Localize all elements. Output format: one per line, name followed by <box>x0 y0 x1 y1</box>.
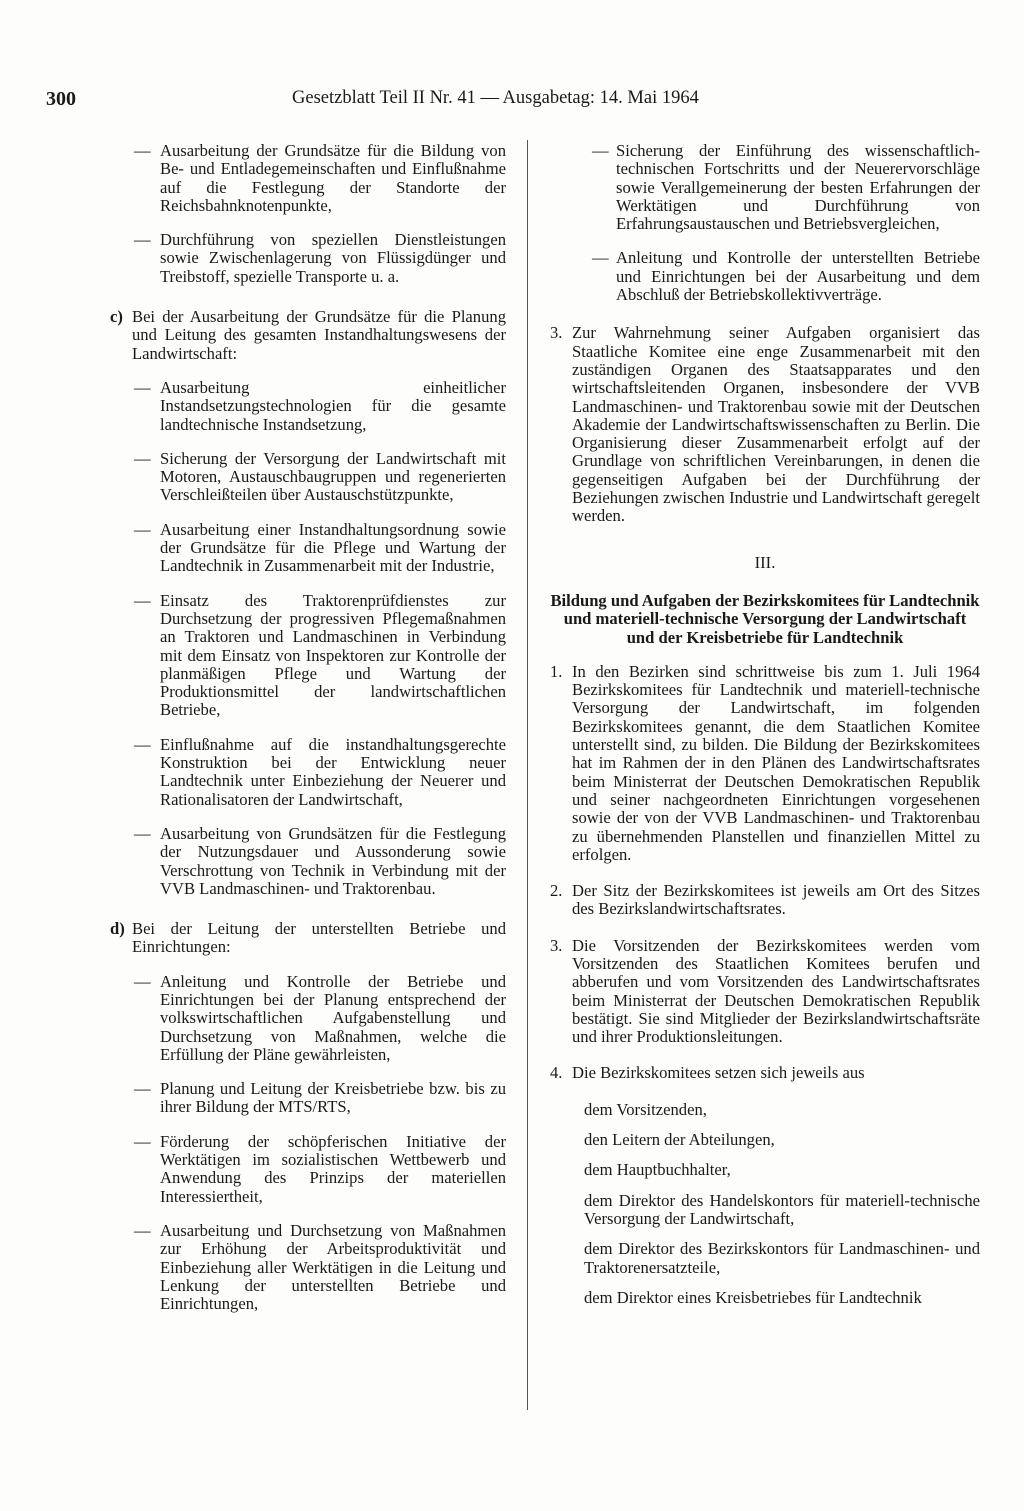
numbered-paragraph <box>550 882 980 919</box>
section-text: Bei der Ausarbeitung der Grundsätze für die Planung und Leitung des gesamten Instandhaltungswesens der Landwirtschaft: <box>132 307 506 363</box>
left-column <box>110 142 506 1329</box>
paragraph-text: Die Vorsitzenden der Bezirkskomitees werden vom Vorsitzenden des Staatlichen Komitees berufen und abberufen und vom Vorsitzenden des Landwirtschaftsrates beim Ministerrat der Deutschen Demokratischen Republik bestätigt. Sie sind Mitglieder der Bezirkslandwirtschaftsräte und ihrer Produktionsleitungen. <box>572 935 980 1047</box>
paragraph-text: Der Sitz der Bezirkskomitees ist jeweils am Ort des Sitzes des Bezirkslandwirtschaftsrates. <box>572 881 980 919</box>
section-d-list <box>132 973 506 1314</box>
paragraph-text: Die Bezirkskomitees setzen sich jeweils aus <box>572 1063 865 1083</box>
dash-marker: — <box>134 590 151 610</box>
member-item: dem Direktor eines Kreisbetriebes für Landtechnik <box>584 1287 922 1307</box>
paragraph-number: 4. <box>550 1063 563 1083</box>
list-item: — Sicherung der Versorgung der Landwirtschaft mit Motoren, Austauschbaugruppen und regenerierten Verschleißteilen über Austauschstützpunkte, <box>134 448 506 505</box>
dash-marker: — <box>592 248 609 268</box>
right-column <box>550 142 980 1319</box>
list-item: — Durchführung von speziellen Dienstleistungen sowie Zwischenlagerung von Flüssigdünger und Treibstoff, spezielle Transporte u. a. <box>134 230 506 286</box>
list-item: — Anleitung und Kontrolle der Betriebe und Einrichtungen bei der Planung entsprechend der volkswirtschaftlichen Aufgabenstellung und Durchsetzung von Maßnahmen, welche die Erfüllung der Pläne gewährleisten, <box>134 971 506 1064</box>
list-item: — Ausarbeitung einer Instandhaltungsordnung sowie der Grundsätze für die Pflege und Wartung der Landtechnik in Zusammenarbeit mit der Industrie, <box>134 519 506 576</box>
numbered-paragraph <box>550 937 980 1047</box>
member-item: den Leitern der Abteilungen, <box>584 1130 775 1150</box>
running-title: Gesetzblatt Teil II Nr. 41 — Ausgabetag: 14. Mai 1964 <box>292 88 699 108</box>
member-list <box>550 1101 980 1307</box>
list-item: — Einsatz des Traktorenprüfdienstes zur Durchsetzung der progressiven Pflegemaßnahmen an Traktoren und Landmaschinen in Verbindung mit dem Einsatz von Inspektoren zur Kontrolle der planmäßigen Pflege und Wartung der Produktionsmittel der landwirtschaftlichen Betriebe, <box>134 590 506 720</box>
section-c-list <box>132 379 506 898</box>
dash-marker: — <box>134 734 151 754</box>
dash-marker: — <box>134 230 151 250</box>
paragraph-number: 2. <box>550 881 563 901</box>
dash-marker: — <box>592 141 609 160</box>
numbered-paragraph <box>550 663 980 864</box>
section-text: Bei der Leitung der unterstellten Betriebe und Einrichtungen: <box>132 919 506 957</box>
member-item: dem Direktor des Bezirkskontors für Landmaschinen- und Traktorenersatzteile, <box>584 1239 980 1277</box>
list-item: — Planung und Leitung der Kreisbetriebe bzw. bis zu ihrer Bildung der MTS/RTS, <box>134 1079 506 1117</box>
dash-marker: — <box>134 971 151 991</box>
dash-marker: — <box>134 1220 151 1240</box>
list-item: — Ausarbeitung und Durchsetzung von Maßnahmen zur Erhöhung der Arbeitsproduktivität und Einbeziehung aller Werktätigen in die Leitung und Lenkung der unterstellten Betriebe und Einrichtungen, <box>134 1220 506 1314</box>
numbered-paragraph <box>550 324 980 525</box>
continued-list <box>550 142 980 304</box>
paragraph-number: 3. <box>550 935 563 955</box>
numbered-paragraph <box>550 1064 980 1082</box>
dash-marker: — <box>134 141 151 160</box>
page-number: 300 <box>46 88 76 110</box>
list-item: — Einflußnahme auf die instandhaltungsgerechte Konstruktion bei der Entwicklung neuer Landtechnik unter Einbeziehung der Neuerer und Rationalisatoren der Landwirtschaft, <box>134 734 506 809</box>
dash-marker: — <box>134 1079 151 1099</box>
list-item: — Ausarbeitung einheitlicher Instandsetzungstechnologien für die gesamte landtechnische Instandsetzung, <box>134 377 506 434</box>
section-d <box>110 920 506 1313</box>
list-item: — Ausarbeitung von Grundsätzen für die Festlegung der Nutzungsdauer und Aussonderung sowie Verschrottung von Technik in Verbindung mit der VVB Landmaschinen- und Traktorenbau. <box>134 823 506 898</box>
section-c <box>110 308 506 898</box>
section-number: III. <box>754 552 776 572</box>
page-header <box>0 88 1024 116</box>
list-item: — Anleitung und Kontrolle der unterstellten Betriebe und Einrichtungen bei der Ausarbeitung und dem Abschluß der Betriebskollektivverträge. <box>592 248 980 305</box>
column-divider <box>527 140 528 1410</box>
member-item: dem Direktor des Handelskontors für materiell-technische Versorgung der Landwirtschaft, <box>584 1190 980 1228</box>
dash-marker: — <box>134 519 151 539</box>
dash-marker: — <box>134 1131 151 1151</box>
list-item: — Ausarbeitung der Grundsätze für die Bildung von Be- und Entladegemeinschaften und Einflußnahme auf die Festlegung der Standorte der Reichsbahnknotenpunkte, <box>134 141 506 215</box>
paragraph-text: Zur Wahrnehmung seiner Aufgaben organisiert das Staatliche Komitee eine enge Zusammenarbeit mit den zuständigen Organen des Staatsapparates und den wirtschaftsleitenden Organen, insbesondere der VVB Landmaschinen- und Traktorenbau sowie mit der Deutschen Akademie der Landwirtschaftswissenschaften zu Berlin. Die Organisierung dieser Zusammenarbeit erfolgt auf der Grundlage von schriftlichen Vereinbarungen, in denen die gegenseitigen Aufgaben bei der Durchführung der Beziehungen zwischen Industrie und Landwirtschaft geregelt werden. <box>572 323 980 526</box>
list-item: — Sicherung der Einführung des wissenschaftlich-technischen Fortschritts und der Neuerervorschläge sowie Verallgemeinerung der besten Erfahrungen der Werktätigen und Durchführung von Erfahrungsaustauschen und Betriebsvergleichen, <box>592 141 980 234</box>
paragraph-text: In den Bezirken sind schrittweise bis zum 1. Juli 1964 Bezirkskomitees für Landtechnik und materiell-technische Versorgung der Landwirtschaft, im folgenden Bezirkskomitees genannt, die dem Staatlichen Komitee unterstellt sind, zu bilden. Die Bildung der Bezirkskomitees hat im Rahmen der in den Plänen des Landwirtschaftsrates beim Ministerrat der Deutschen Demokratischen Republik und seiner nachgeordneten Einrichtungen vorgesehenen sowie der von der VVB Landmaschinen- und Traktorenbau zu übernehmenden Planstellen und finanziellen Mittel zu erfolgen. <box>572 661 980 864</box>
section-heading: Bildung und Aufgaben der Bezirkskomitees für Landtechnik und materiell-technische Versorgung der Landwirtschaft und der Kreisbetriebe für Landtechnik <box>550 590 980 647</box>
dash-marker: — <box>134 377 151 397</box>
dash-marker: — <box>134 823 151 843</box>
dash-marker: — <box>134 448 151 468</box>
section-label: c) <box>110 307 123 327</box>
paragraph-number: 1. <box>550 661 563 681</box>
paragraph-number: 3. <box>550 323 563 343</box>
member-item: dem Vorsitzenden, <box>584 1099 707 1119</box>
list-item: — Förderung der schöpferischen Initiative der Werktätigen im sozialistischen Wettbewerb und Anwendung des Prinzips der materiellen Interessiertheit, <box>134 1131 506 1206</box>
section-label: d) <box>110 919 125 939</box>
member-item: dem Hauptbuchhalter, <box>584 1160 731 1180</box>
